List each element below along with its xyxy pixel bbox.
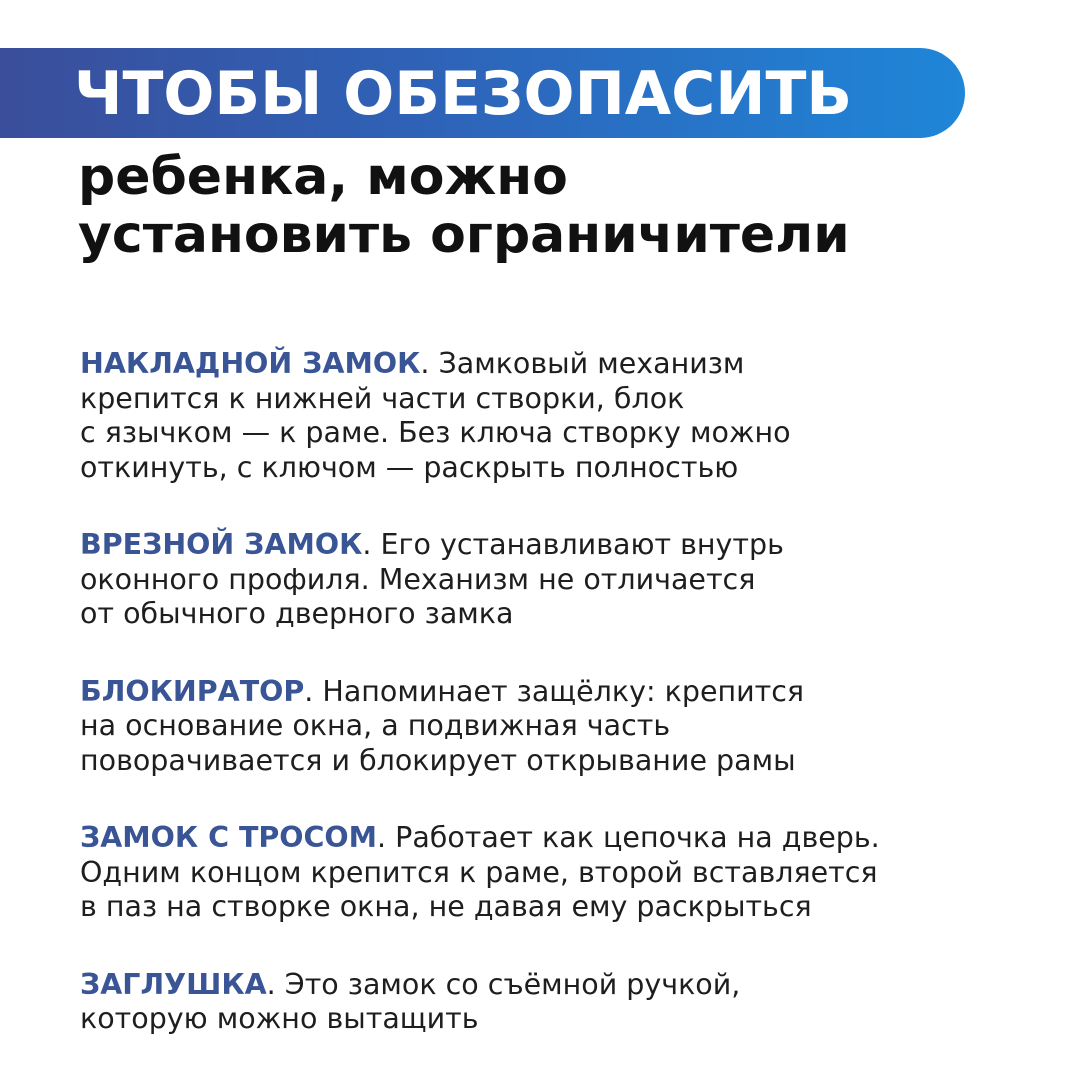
- list-item-cable-lock: [80, 821, 1040, 925]
- item-line: в паз на створке окна, не давая ему раскрыться: [80, 890, 812, 923]
- item-term: НАКЛАДНОЙ ЗАМОК: [80, 347, 421, 380]
- banner-title: ЧТОБЫ ОБЕЗОПАСИТЬ: [74, 59, 853, 129]
- item-text: . Его устанавливают внутрь: [362, 528, 784, 561]
- item-line: от обычного дверного замка: [80, 597, 514, 630]
- title-banner: [0, 48, 965, 138]
- item-first-line: [80, 821, 1040, 856]
- item-first-line: [80, 675, 1040, 710]
- item-line: откинуть, с ключом — раскрыть полностью: [80, 450, 739, 484]
- subtitle-line: ребенка, можно: [78, 147, 568, 207]
- item-first-line: [80, 347, 1040, 382]
- item-text: . Напоминает защёлку: крепится: [304, 674, 805, 708]
- list-item-plug: [80, 968, 1040, 1037]
- item-term: ЗАГЛУШКА: [80, 967, 267, 1001]
- subtitle: [78, 148, 850, 264]
- item-text: . Замковый механизм: [420, 347, 745, 380]
- limiter-list: [80, 347, 1040, 1080]
- list-item-blocker: [80, 675, 1040, 779]
- item-term: ВРЕЗНОЙ ЗАМОК: [80, 528, 363, 561]
- item-line: крепится к нижней части створки, блок: [80, 381, 685, 415]
- item-text: . Это замок со съёмной ручкой,: [266, 967, 741, 1001]
- list-item-surface-lock: [80, 347, 1040, 485]
- item-term: БЛОКИРАТОР: [80, 674, 305, 708]
- item-line: оконного профиля. Механизм не отличается: [80, 562, 756, 596]
- subtitle-line: установить ограничители: [78, 205, 850, 265]
- item-line: которую можно вытащить: [80, 1002, 479, 1035]
- item-first-line: [80, 528, 1040, 563]
- item-line: Одним концом крепится к раме, второй вставляется: [80, 855, 878, 889]
- item-line: на основание окна, а подвижная часть: [80, 709, 671, 742]
- item-text: . Работает как цепочка на дверь.: [377, 821, 880, 854]
- item-line: поворачивается и блокирует открывание рамы: [80, 743, 796, 777]
- item-line: с язычком — к раме. Без ключа створку можно: [80, 416, 791, 449]
- list-item-mortise-lock: [80, 528, 1040, 632]
- item-first-line: [80, 968, 1040, 1003]
- item-term: ЗАМОК С ТРОСОМ: [80, 821, 378, 854]
